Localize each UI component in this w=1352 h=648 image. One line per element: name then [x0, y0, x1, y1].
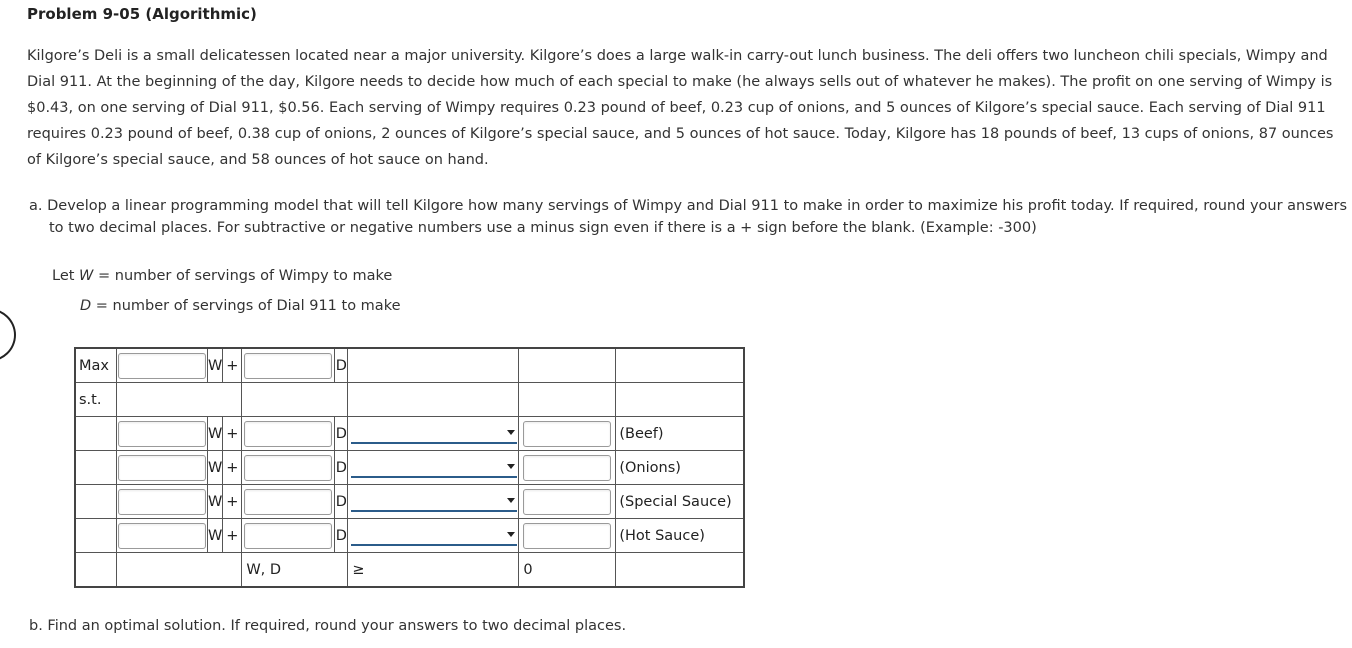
objective-w-coef-input[interactable] [118, 353, 206, 379]
constraint-row-beef [75, 417, 744, 451]
lp-model-table [74, 347, 745, 588]
constraint-row-hot-sauce [75, 519, 744, 553]
special-sauce-w-coef-input[interactable] [118, 489, 206, 515]
var-d: D [80, 298, 92, 314]
subject-to-row [75, 383, 744, 417]
hot-sauce-w-coef-input[interactable] [118, 523, 206, 549]
hot-sauce-relation-select[interactable] [351, 526, 517, 546]
variable-definition-d [80, 298, 401, 314]
problem-description: Kilgore’s Deli is a small delicatessen located near a major university. Kilgore’s does a large walk-in carry-out lunch business. The deli offers two luncheon chili specials, Wimpy and Dial 911. At the beginning of the day, Kilgore needs to decide how much of each special to make (he always sells out of whatever he makes). The profit on one serving of Wimpy is $0.43, on one serving of Dial 911, $0.56. Each serving of Wimpy requires 0.23 pound of beef, 0.23 cup of onions, and 5 ounces of Kilgore’s special sauce. Each serving of Dial 911 requires 0.23 pound of beef, 0.38 cup of onions, 2 ounces of Kilgore’s special sauce, and 5 ounces of hot sauce. Today, Kilgore has 18 pounds of beef, 13 cups of onions, 87 ounces of Kilgore’s special sauce, and 58 ounces of hot sauce on hand. [27, 48, 1334, 168]
var-d-definition: = number of servings of Dial 911 to make [91, 298, 401, 314]
constraint-row-onions [75, 451, 744, 485]
w-label: W [208, 485, 223, 519]
d-label: D [335, 348, 348, 383]
w-label: W [208, 348, 223, 383]
plus-sign: + [223, 519, 242, 553]
variable-definition-w [52, 268, 392, 284]
constraint-name: (Special Sauce) [616, 485, 745, 519]
constraint-name: (Hot Sauce) [616, 519, 745, 553]
onions-d-coef-input[interactable] [244, 455, 332, 481]
chevron-down-icon [507, 532, 515, 537]
beef-relation-select[interactable] [351, 424, 517, 444]
onions-relation-select[interactable] [351, 458, 517, 478]
var-w-definition: = number of servings of Wimpy to make [93, 268, 393, 284]
chevron-down-icon [507, 498, 515, 503]
part-b-instructions: b. Find an optimal solution. If required, round your answers to two decimal places. [29, 618, 627, 634]
plus-sign: + [223, 451, 242, 485]
nonneg-vars: W, D [242, 553, 348, 588]
d-label: D [335, 519, 348, 553]
constraint-row-special-sauce [75, 485, 744, 519]
nonneg-relation: ≥ [348, 553, 519, 588]
plus-sign: + [223, 348, 242, 383]
st-label: s.t. [75, 383, 117, 417]
onions-rhs-input[interactable] [523, 455, 611, 481]
beef-rhs-input[interactable] [523, 421, 611, 447]
w-label: W [208, 451, 223, 485]
w-label: W [208, 519, 223, 553]
constraint-name: (Onions) [616, 451, 745, 485]
beef-w-coef-input[interactable] [118, 421, 206, 447]
let-prefix: Let [52, 268, 75, 284]
chevron-down-icon [507, 430, 515, 435]
d-label: D [335, 417, 348, 451]
beef-d-coef-input[interactable] [244, 421, 332, 447]
objective-row [75, 348, 744, 383]
part-a-instructions: a. Develop a linear programming model that will tell Kilgore how many servings of Wimpy and Dial 911 to make in order to maximize his profit today. If required, round your answers to two decimal places. For subtractive or negative numbers use a minus sign even if there is a + sign before the blank. (Example: -300) [29, 198, 1348, 236]
plus-sign: + [223, 417, 242, 451]
objective-d-coef-input[interactable] [244, 353, 332, 379]
hot-sauce-rhs-input[interactable] [523, 523, 611, 549]
d-label: D [335, 451, 348, 485]
nonneg-rhs: 0 [519, 553, 616, 588]
cursor-circle-icon [0, 308, 16, 362]
constraint-name: (Beef) [616, 417, 745, 451]
special-sauce-d-coef-input[interactable] [244, 489, 332, 515]
special-sauce-rhs-input[interactable] [523, 489, 611, 515]
onions-w-coef-input[interactable] [118, 455, 206, 481]
plus-sign: + [223, 485, 242, 519]
hot-sauce-d-coef-input[interactable] [244, 523, 332, 549]
max-label: Max [75, 348, 117, 383]
special-sauce-relation-select[interactable] [351, 492, 517, 512]
d-label: D [335, 485, 348, 519]
chevron-down-icon [507, 464, 515, 469]
problem-title: Problem 9-05 (Algorithmic) [27, 5, 257, 23]
var-w: W [79, 268, 94, 284]
w-label: W [208, 417, 223, 451]
nonnegativity-row [75, 553, 744, 588]
